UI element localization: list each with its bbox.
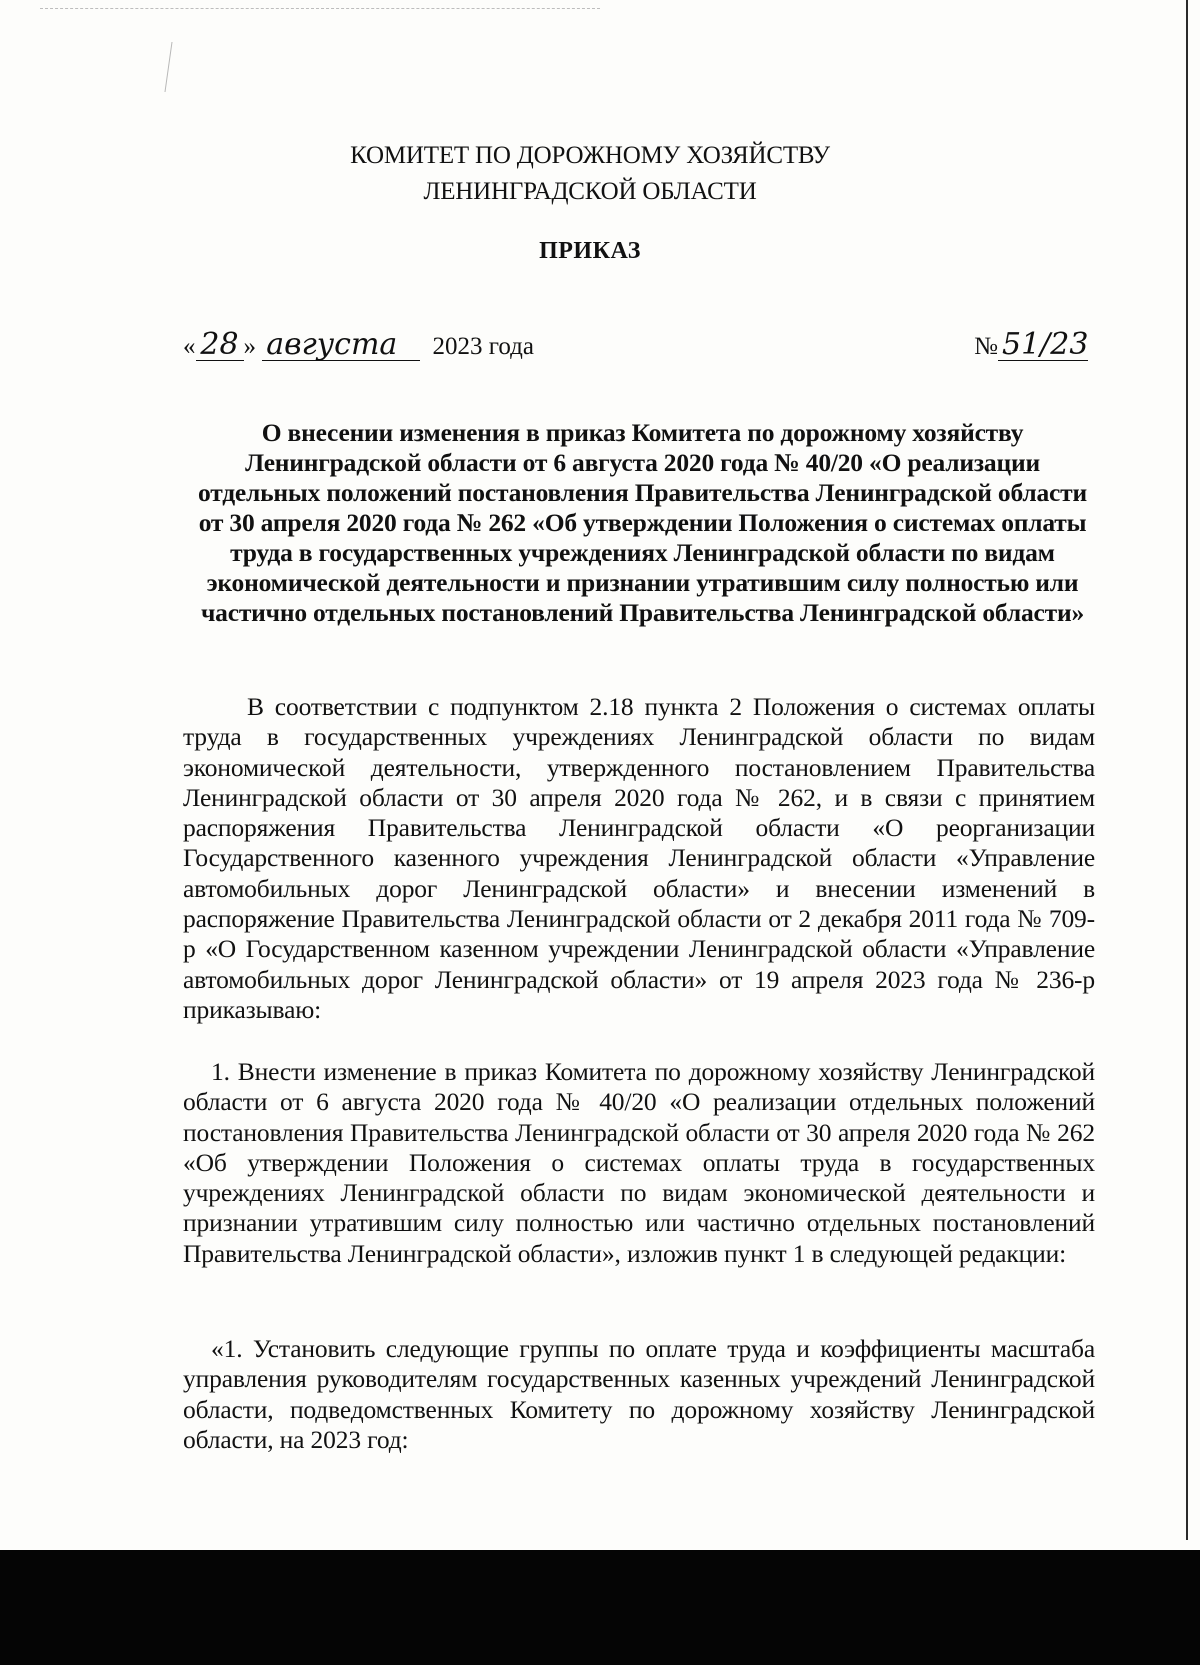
organization-name-line-1: КОМИТЕТ ПО ДОРОЖНОМУ ХОЗЯЙСТВУ (350, 142, 830, 169)
organization-name-line-2: ЛЕНИНГРАДСКОЙ ОБЛАСТИ (423, 178, 757, 205)
organization-header (200, 138, 980, 210)
scan-artifact-marks (164, 42, 212, 92)
scan-artifact-right-edge (1186, 0, 1188, 1540)
clause-1-paragraph: 1. Внести изменение в приказ Комитета по дорожному хозяйству Ленинградской области от 6 августа 2020 года № 40/20 «О реализации отдельных положений постановления Правительства Ленинградской области от 30 апреля 2020 года № 262 «Об утверждении Положения о системах оплаты труда в государственных учреждениях Ленинградской области по видам экономической деятельности и признании утратившим силу полностью или частично отдельных постановлений Правительства Ленинградской области», изложив пункт 1 в следующей редакции: (183, 1057, 1095, 1268)
order-subject: О внесении изменения в приказ Комитета по дорожному хозяйству Ленинградской области от 6 августа 2020 года № 40/20 «О реализации отдельных положений постановления Правительства Ленинградской области от 30 апреля 2020 года № 262 «Об утверждении Положения о системах оплаты труда в государственных учреждениях Ленинградской области по видам экономической деятельности и признании утратившим силу полностью или частично отдельных постановлений Правительства Ленинградской области» (198, 418, 1087, 627)
date-year: 2023 года (432, 333, 534, 360)
number-prefix: № (974, 333, 998, 360)
order-number (974, 327, 1089, 362)
date-close-quote: » (243, 333, 256, 360)
date-open-quote: « (183, 333, 196, 360)
handwritten-day: 28 (196, 330, 244, 361)
preamble-paragraph: В соответствии с подпунктом 2.18 пункта 2 Положения о системах оплаты труда в государственных учреждениях Ленинградской области по видам экономической деятельности, утвержденного постановлением Правительства Ленинградской области от 30 апреля 2020 года № 262, и в связи с принятием распоряжения Правительства Ленинградской области «О реорганизации Государственного казенного учреждения Ленинградской области «Управление автомобильных дорог Ленинградской области» и внесении изменений в распоряжение Правительства Ленинградской области от 2 декабря 2011 года № 709-р «О Государственном казенном учреждении Ленинградской области «Управление автомобильных дорог Ленинградской области» от 19 апреля 2023 года № 236-р приказываю: (183, 692, 1095, 1024)
new-clause-1-paragraph: «1. Установить следующие группы по оплате труда и коэффициенты масштаба управления руководителям государственных казенных учреждений Ленинградской области, подведомственных Комитету по дорожному хозяйству Ленинградской области, на 2023 год: (183, 1334, 1095, 1454)
handwritten-month: августа (262, 330, 420, 361)
scan-artifact-bottom-bar (0, 1550, 1200, 1665)
date-number-row (183, 322, 1088, 372)
order-date (183, 327, 534, 362)
document-title: ПРИКАЗ (539, 238, 641, 264)
handwritten-number: 51/23 (998, 330, 1088, 361)
scan-artifact-top-line (40, 8, 600, 9)
